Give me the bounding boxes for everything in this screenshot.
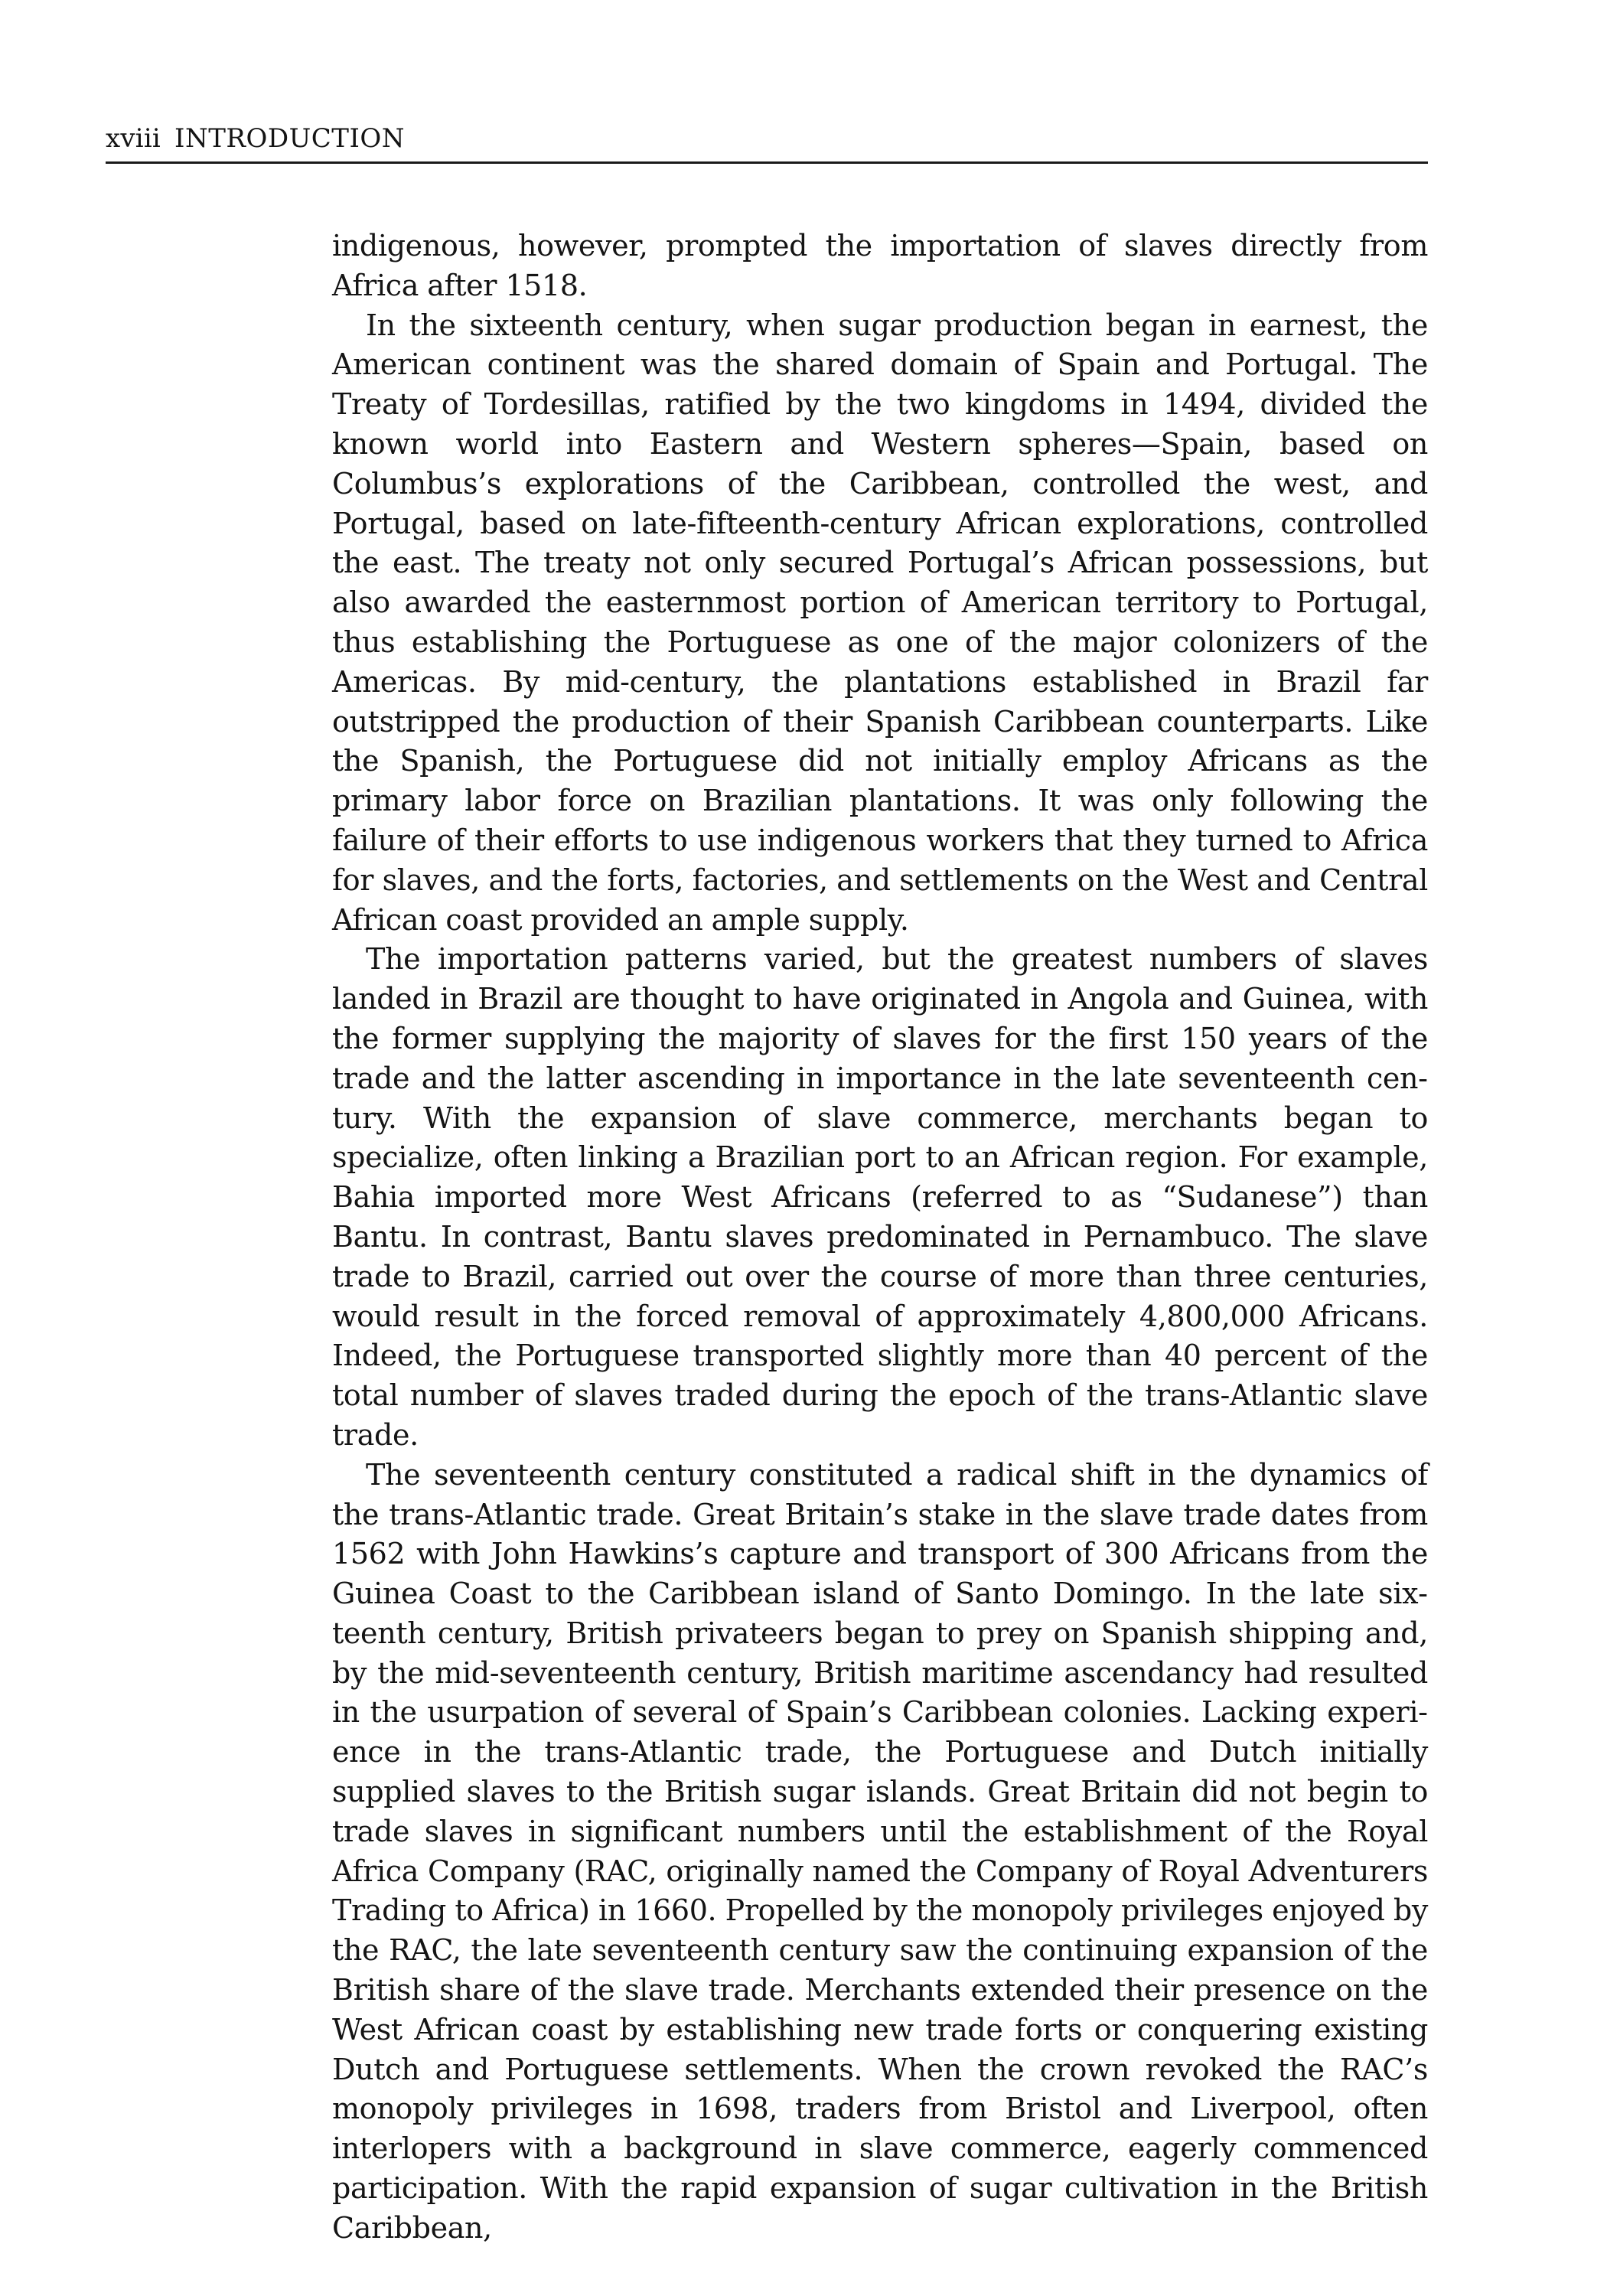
paragraph-1: indigenous, however, prompted the importation of slaves directly from Africa after 1518. [332, 229, 1428, 302]
paragraph-3: The importation patterns varied, but the greatest numbers of slaves landed in Brazil are thought to have originated in Angola and Guinea, with the former supplying the majority of slaves for the first 150 years of the trade and the latter ascending in importance in the late seventeenth century. With the expansion of slave commerce, merchants began to specialize, often linking a Brazilian port to an African region. For example, Bahia imported more West Africans (referred to as “Sudanese”) than Bantu. In contrast, Bantu slaves predominated in Pernambuco. The slave trade to Brazil, carried out over the course of more than three centuries, would result in the forced removal of approximately 4,800,000 Africans. Indeed, the Portuguese transported slightly more than 40 percent of the total number of slaves traded during the epoch of the trans-Atlantic slave trade. [332, 942, 1428, 1452]
paragraph-2: In the sixteenth century, when sugar production began in earnest, the American continent was the shared domain of Spain and Portugal. The Treaty of Tordesillas, ratified by the two kingdoms in 1494, divided the known world into Eastern and Western spheres—Spain, based on Columbus’s explorations of the Caribbean, controlled the west, and Portugal, based on late-fifteenth-century African explorations, controlled the east. The treaty not only secured Portugal’s African possessions, but also awarded the easternmost portion of American territory to Portugal, thus establishing the Portuguese as one of the major colonizers of the Americas. By mid-century, the plantations established in Brazil far outstripped the production of their Spanish Caribbean counterparts. Like the Spanish, the Portuguese did not initially employ Africans as the primary labor force on Brazilian plantations. It was only following the failure of their efforts to use indigenous workers that they turned to Africa for slaves, and the forts, factories, and settlements on the West and Central African coast provided an ample supply. [332, 308, 1428, 937]
header-rule [106, 161, 1428, 164]
body-text [332, 227, 1428, 2249]
running-head [106, 121, 1428, 156]
paragraph-4: The seventeenth century constituted a radical shift in the dynamics of the trans-Atlantic trade. Great Britain’s stake in the slave trade dates from 1562 with John Hawkins’s capture and transport of 300 Africans from the Guinea Coast to the Caribbean island of Santo Domingo. In the late sixteenth century, British privateers began to prey on Spanish shipping and, by the mid-seventeenth century, British maritime ascendancy had resulted in the usurpation of several of Spain’s Caribbean colonies. Lacking experience in the trans-Atlantic trade, the Portuguese and Dutch initially supplied slaves to the British sugar islands. Great Britain did not begin to trade slaves in significant numbers until the establishment of the Royal Africa Company (RAC, originally named the Company of Royal Adventurers Trading to Africa) in 1660. Propelled by the monopoly privileges enjoyed by the RAC, the late seventeenth century saw the continuing expansion of the British share of the slave trade. Merchants extended their presence on the West African coast by establishing new trade forts or conquering existing Dutch and Portuguese settlements. When the crown revoked the RAC’s monopoly privileges in 1698, traders from Bristol and Liverpool, often interlopers with a background in slave commerce, eagerly commenced participation. With the rapid expansion of sugar cultivation in the British Caribbean, [332, 1457, 1428, 2245]
section-title: INTRODUCTION [174, 123, 406, 154]
page-number: xviii [106, 123, 161, 154]
